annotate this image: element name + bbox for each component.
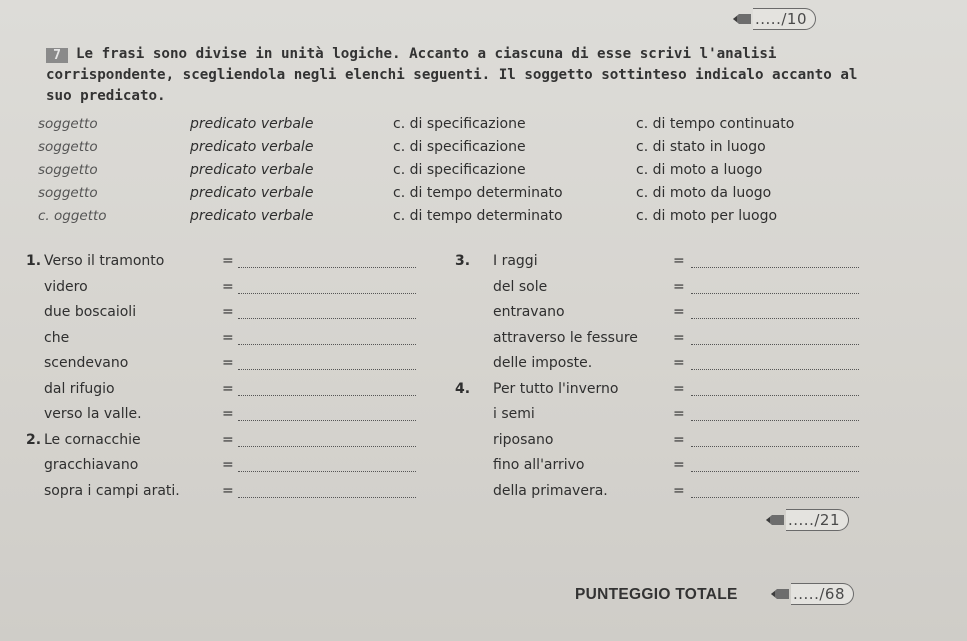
- logical-unit-text: riposano: [493, 431, 554, 448]
- answer-blank[interactable]: [238, 267, 416, 268]
- score-badge-top: [733, 8, 816, 30]
- sentence-row: [455, 457, 865, 479]
- sentence-row: [0, 330, 430, 352]
- total-score-label: PUNTEGGIO TOTALE: [575, 586, 738, 603]
- answer-blank[interactable]: [238, 293, 416, 294]
- sentence-row: [455, 355, 865, 377]
- answer-blank[interactable]: [691, 267, 859, 268]
- answer-blank[interactable]: [238, 318, 416, 319]
- answer-blank[interactable]: [238, 369, 416, 370]
- logical-unit-text: due boscaioli: [44, 304, 137, 320]
- instruction-text: Le frasi sono divise in unità logiche. Accanto a ciascuna di esse scrivi l'analisi corrispondente, scegliendola negli elenchi seguenti. Il soggetto sottinteso indicalo accanto al suo predicato.: [46, 46, 858, 104]
- sentence-row: [0, 483, 430, 505]
- equals-sign: =: [222, 431, 234, 448]
- equals-sign: =: [222, 406, 234, 422]
- answer-blank[interactable]: [691, 420, 859, 421]
- logical-unit-text: sopra i campi arati.: [44, 482, 180, 499]
- logical-unit-text: Verso il tramonto: [44, 253, 165, 269]
- option-label: c. di stato in luogo: [636, 139, 766, 155]
- sentence-row: [0, 279, 430, 301]
- answer-blank[interactable]: [691, 497, 859, 498]
- equals-sign: =: [673, 304, 685, 320]
- answer-blank[interactable]: [691, 471, 859, 472]
- exercise-instruction: [46, 44, 876, 107]
- logical-unit-text: dal rifugio: [44, 380, 115, 397]
- logical-unit-text: verso la valle.: [44, 406, 142, 422]
- option-label: soggetto: [38, 185, 98, 201]
- equals-sign: =: [673, 431, 685, 448]
- answer-blank[interactable]: [238, 446, 416, 447]
- answer-blank[interactable]: [238, 497, 416, 498]
- sentence-row: [0, 381, 430, 403]
- option-row: [38, 116, 838, 139]
- sentence-row: [455, 279, 865, 301]
- answer-blank[interactable]: [238, 471, 416, 472]
- answer-blank[interactable]: [691, 446, 859, 447]
- equals-sign: =: [673, 329, 685, 346]
- answer-blank[interactable]: [691, 369, 859, 370]
- option-label: predicato verbale: [190, 185, 314, 201]
- option-label: soggetto: [38, 139, 98, 155]
- logical-unit-text: della primavera.: [493, 482, 608, 499]
- logical-unit-text: del sole: [493, 278, 548, 295]
- option-label: c. di tempo determinato: [393, 185, 563, 201]
- sentence-row: [455, 381, 865, 403]
- equals-sign: =: [673, 278, 685, 295]
- sentence-row: [455, 483, 865, 505]
- option-label: c. di specificazione: [393, 162, 526, 178]
- sentence-row: [455, 432, 865, 454]
- equals-sign: =: [673, 406, 685, 422]
- equals-sign: =: [673, 457, 685, 473]
- option-row: [38, 139, 838, 162]
- equals-sign: =: [673, 253, 685, 269]
- option-label: c. di moto da luogo: [636, 185, 772, 201]
- logical-unit-text: gracchiavano: [44, 457, 139, 473]
- option-label: predicato verbale: [190, 208, 314, 224]
- option-label: c. di specificazione: [393, 116, 526, 132]
- sentence-row: [0, 355, 430, 377]
- sentence-row: [0, 253, 430, 275]
- equals-sign: =: [673, 355, 685, 371]
- equals-sign: =: [222, 355, 234, 371]
- pencil-icon: [771, 588, 789, 600]
- exercise-number: 7: [46, 48, 68, 63]
- option-label: c. di moto per luogo: [636, 208, 778, 224]
- score-top: ...../10: [753, 8, 816, 30]
- option-label: soggetto: [38, 116, 98, 132]
- pencil-icon: [733, 13, 751, 25]
- logical-unit-text: attraverso le fessure: [493, 329, 638, 346]
- option-label: c. di moto a luogo: [636, 162, 763, 178]
- answer-blank[interactable]: [691, 318, 859, 319]
- sentence-row: [455, 406, 865, 428]
- sentence-number: 1.: [26, 253, 42, 269]
- sentence-row: [455, 304, 865, 326]
- option-label: c. di tempo determinato: [393, 208, 563, 224]
- option-row: [38, 162, 838, 185]
- equals-sign: =: [222, 482, 234, 499]
- option-label: predicato verbale: [190, 162, 314, 178]
- sentence-row: [455, 330, 865, 352]
- logical-unit-text: videro: [44, 278, 88, 295]
- sentence-row: [0, 406, 430, 428]
- equals-sign: =: [673, 482, 685, 499]
- option-label: c. oggetto: [38, 208, 107, 224]
- sentence-number: 3.: [455, 253, 471, 269]
- equals-sign: =: [222, 380, 234, 397]
- option-row: [38, 208, 838, 231]
- logical-unit-text: scendevano: [44, 355, 129, 371]
- answer-blank[interactable]: [238, 395, 416, 396]
- equals-sign: =: [222, 278, 234, 295]
- option-label: soggetto: [38, 162, 98, 178]
- score-badge-total: [771, 583, 854, 605]
- logical-unit-text: che: [44, 329, 70, 346]
- equals-sign: =: [222, 253, 234, 269]
- logical-unit-text: fino all'arrivo: [493, 457, 585, 473]
- analysis-options: [38, 116, 838, 231]
- score-badge-middle: [766, 509, 849, 531]
- score-middle: ...../21: [786, 509, 849, 531]
- sentence-number: 2.: [26, 431, 42, 448]
- score-total: ...../68: [791, 583, 854, 605]
- option-row: [38, 185, 838, 208]
- answer-blank[interactable]: [691, 395, 859, 396]
- answer-blank[interactable]: [691, 344, 859, 345]
- sentence-row: [0, 304, 430, 326]
- sentence-row: [0, 432, 430, 454]
- answer-blank[interactable]: [238, 420, 416, 421]
- equals-sign: =: [222, 457, 234, 473]
- sentence-number: 4.: [455, 380, 471, 397]
- pencil-icon: [766, 514, 784, 526]
- answer-blank[interactable]: [691, 293, 859, 294]
- logical-unit-text: I raggi: [493, 253, 538, 269]
- answer-blank[interactable]: [238, 344, 416, 345]
- sentence-row: [455, 253, 865, 275]
- logical-unit-text: Per tutto l'inverno: [493, 380, 619, 397]
- logical-unit-text: Le cornacchie: [44, 431, 141, 448]
- sentence-row: [0, 457, 430, 479]
- option-label: c. di tempo continuato: [636, 116, 795, 132]
- equals-sign: =: [222, 304, 234, 320]
- logical-unit-text: entravano: [493, 304, 565, 320]
- equals-sign: =: [222, 329, 234, 346]
- logical-unit-text: i semi: [493, 406, 535, 422]
- option-label: predicato verbale: [190, 139, 314, 155]
- option-label: c. di specificazione: [393, 139, 526, 155]
- equals-sign: =: [673, 380, 685, 397]
- option-label: predicato verbale: [190, 116, 314, 132]
- logical-unit-text: delle imposte.: [493, 355, 593, 371]
